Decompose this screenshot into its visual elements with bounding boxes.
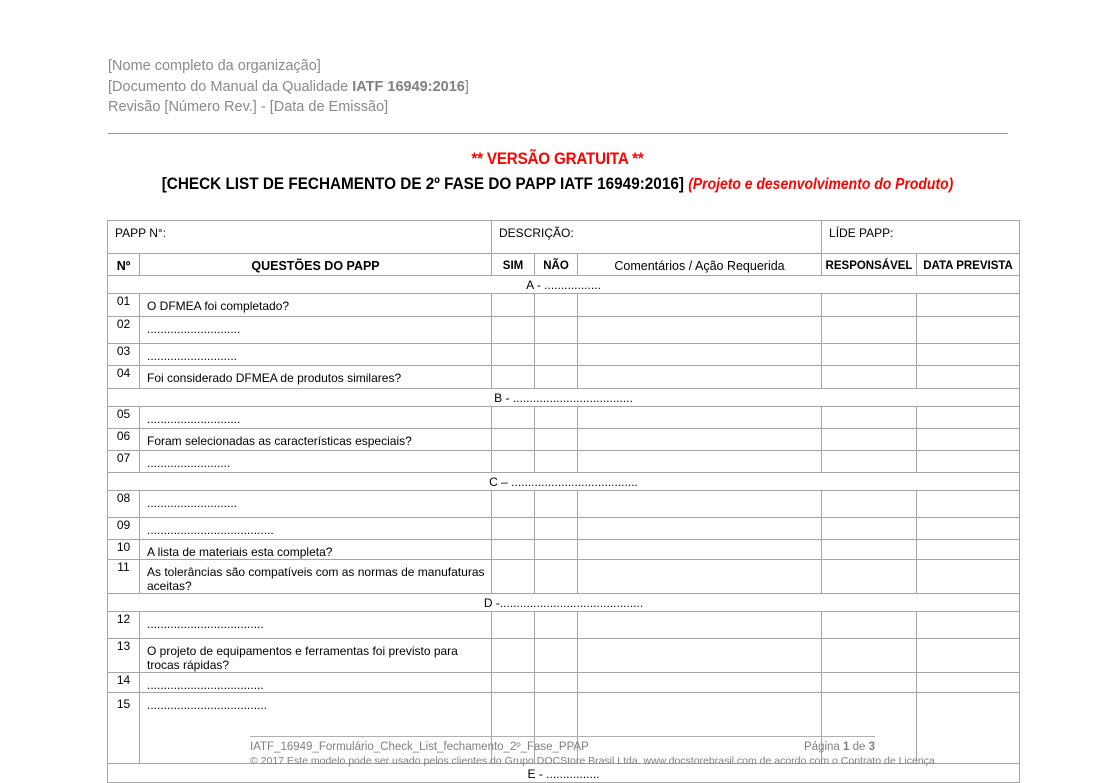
row-question: ................................... <box>140 612 492 639</box>
row-number: 01 <box>108 294 140 317</box>
table-row[interactable] <box>108 366 1020 389</box>
row-nao-cell[interactable] <box>535 317 578 344</box>
row-number: 11 <box>108 560 140 594</box>
header-document-standard: IATF 16949:2016 <box>352 78 465 95</box>
table-row[interactable] <box>108 429 1020 451</box>
row-number: 05 <box>108 407 140 429</box>
row-date-cell[interactable] <box>917 429 1020 451</box>
row-comments-cell[interactable] <box>578 451 822 473</box>
row-comments-cell[interactable] <box>578 344 822 366</box>
row-date-cell[interactable] <box>917 693 1020 764</box>
row-nao-cell[interactable] <box>535 639 578 673</box>
row-question: ......................... <box>140 451 492 473</box>
row-question: Foi considerado DFMEA de produtos similares? <box>140 366 492 389</box>
lide-papp-field[interactable] <box>822 221 1020 254</box>
row-comments-cell[interactable] <box>578 366 822 389</box>
row-date-cell[interactable] <box>917 366 1020 389</box>
row-sim-cell[interactable] <box>492 560 535 594</box>
row-comments-cell[interactable] <box>578 673 822 693</box>
column-header-date: DATA PREVISTA <box>917 254 1020 276</box>
row-date-cell[interactable] <box>917 407 1020 429</box>
table-row[interactable] <box>108 451 1020 473</box>
row-responsible-cell[interactable] <box>822 366 917 389</box>
row-question: ...................................... <box>140 518 492 540</box>
table-row[interactable] <box>108 407 1020 429</box>
title-block <box>0 150 1115 195</box>
row-sim-cell[interactable] <box>492 407 535 429</box>
row-sim-cell[interactable] <box>492 366 535 389</box>
row-number: 07 <box>108 451 140 473</box>
row-responsible-cell[interactable] <box>822 540 917 560</box>
table-column-header-row <box>108 254 1020 276</box>
footer-primary-line <box>250 741 875 753</box>
row-comments-cell[interactable] <box>578 560 822 594</box>
column-header-sim: SIM <box>492 254 535 276</box>
row-question: ........................... <box>140 491 492 518</box>
row-number: 03 <box>108 344 140 366</box>
row-comments-cell[interactable] <box>578 518 822 540</box>
row-nao-cell[interactable] <box>535 366 578 389</box>
row-date-cell[interactable] <box>917 540 1020 560</box>
row-number: 14 <box>108 673 140 693</box>
row-sim-cell[interactable] <box>492 294 535 317</box>
row-nao-cell[interactable] <box>535 540 578 560</box>
row-number: 10 <box>108 540 140 560</box>
row-question: O DFMEA foi completado? <box>140 294 492 317</box>
row-comments-cell[interactable] <box>578 639 822 673</box>
row-nao-cell[interactable] <box>535 451 578 473</box>
footer-page-current: 1 <box>843 741 850 753</box>
row-number: 02 <box>108 317 140 344</box>
row-sim-cell[interactable] <box>492 317 535 344</box>
free-version-banner: ** VERSÃO GRATUITA ** <box>471 150 644 168</box>
row-number: 06 <box>108 429 140 451</box>
section-divider-b <box>108 389 1020 407</box>
row-responsible-cell[interactable] <box>822 344 917 366</box>
row-responsible-cell[interactable] <box>822 560 917 594</box>
row-comments-cell[interactable] <box>578 407 822 429</box>
document-footer <box>250 736 935 767</box>
row-nao-cell[interactable] <box>535 612 578 639</box>
row-question: .................................... <box>140 693 492 764</box>
row-responsible-cell[interactable] <box>822 294 917 317</box>
row-sim-cell[interactable] <box>492 451 535 473</box>
row-date-cell[interactable] <box>917 294 1020 317</box>
row-question: As tolerâncias são compatíveis com as normas de manufaturas aceitas? <box>140 560 492 594</box>
row-question: Foram selecionadas as características especiais? <box>140 429 492 451</box>
page-subtitle-text: (Projeto e desenvolvimento do Produto) <box>688 176 954 193</box>
footer-page-indicator <box>804 741 875 753</box>
row-date-cell[interactable] <box>917 518 1020 540</box>
row-responsible-cell[interactable] <box>822 317 917 344</box>
table-row[interactable] <box>108 560 1020 594</box>
header-divider-rule <box>108 133 1008 134</box>
section-label-d: D -........................................... <box>108 594 1020 612</box>
header-revision-text: Revisão [Número Rev.] - [Data de Emissão] <box>108 99 389 115</box>
row-date-cell[interactable] <box>917 344 1020 366</box>
row-responsible-cell[interactable] <box>822 518 917 540</box>
header-organization-line <box>108 56 1008 77</box>
header-organization-text: [Nome completo da organização] <box>108 58 321 74</box>
row-nao-cell[interactable] <box>535 560 578 594</box>
row-number: 08 <box>108 491 140 518</box>
row-sim-cell[interactable] <box>492 429 535 451</box>
section-divider-d <box>108 594 1020 612</box>
row-responsible-cell[interactable] <box>822 451 917 473</box>
row-date-cell[interactable] <box>917 560 1020 594</box>
row-number: 04 <box>108 366 140 389</box>
row-sim-cell[interactable] <box>492 518 535 540</box>
header-document-line <box>108 77 1008 98</box>
row-nao-cell[interactable] <box>535 429 578 451</box>
row-sim-cell[interactable] <box>492 344 535 366</box>
footer-document-code: IATF_16949_Formulário_Check_List_fechamento_2º_Fase_PPAP <box>250 741 589 753</box>
footer-page-mid: de <box>849 741 869 753</box>
table-row[interactable] <box>108 540 1020 560</box>
row-question: ............................ <box>140 407 492 429</box>
table-row[interactable] <box>108 639 1020 673</box>
column-header-questions: QUESTÕES DO PAPP <box>140 254 492 276</box>
column-header-comments: Comentários / Ação Requerida <box>578 254 822 276</box>
row-number: 15 <box>108 693 140 764</box>
header-document-suffix: ] <box>464 78 469 95</box>
descricao-field[interactable] <box>492 221 822 254</box>
row-sim-cell[interactable] <box>492 491 535 518</box>
section-divider-c <box>108 473 1020 491</box>
section-label-b: B - .................................... <box>108 389 1020 407</box>
row-nao-cell[interactable] <box>535 344 578 366</box>
row-comments-cell[interactable] <box>578 429 822 451</box>
descricao-label: DESCRIÇÃO: <box>499 226 574 240</box>
table-row[interactable] <box>108 317 1020 344</box>
section-label-e: E - ................ <box>108 764 1020 783</box>
row-comments-cell[interactable] <box>578 540 822 560</box>
row-responsible-cell[interactable] <box>822 491 917 518</box>
row-sim-cell[interactable] <box>492 673 535 693</box>
table-row[interactable] <box>108 294 1020 317</box>
row-responsible-cell[interactable] <box>822 639 917 673</box>
table-row[interactable] <box>108 612 1020 639</box>
row-date-cell[interactable] <box>917 317 1020 344</box>
row-nao-cell[interactable] <box>535 294 578 317</box>
row-nao-cell[interactable] <box>535 673 578 693</box>
row-question: A lista de materiais esta completa? <box>140 540 492 560</box>
row-sim-cell[interactable] <box>492 612 535 639</box>
footer-page-prefix: Página <box>803 741 843 753</box>
table-row[interactable] <box>108 673 1020 693</box>
row-comments-cell[interactable] <box>578 317 822 344</box>
row-nao-cell[interactable] <box>535 518 578 540</box>
row-date-cell[interactable] <box>917 673 1020 693</box>
page-title-text: [CHECK LIST DE FECHAMENTO DE 2º FASE DO PAPP IATF 16949:2016] <box>161 174 684 193</box>
row-question: ........................... <box>140 344 492 366</box>
table-meta-row <box>108 221 1020 254</box>
row-responsible-cell[interactable] <box>822 407 917 429</box>
footer-page-total: 3 <box>868 741 875 753</box>
row-question: O projeto de equipamentos e ferramentas foi previsto para trocas rápidas? <box>140 639 492 673</box>
row-responsible-cell[interactable] <box>822 429 917 451</box>
row-nao-cell[interactable] <box>535 407 578 429</box>
papp-checklist-table <box>107 220 1020 783</box>
row-responsible-cell[interactable] <box>822 673 917 693</box>
row-number: 12 <box>108 612 140 639</box>
row-comments-cell[interactable] <box>578 491 822 518</box>
document-header <box>108 56 1008 118</box>
column-header-number: Nº <box>108 254 140 276</box>
row-question: ................................... <box>140 673 492 693</box>
table-row[interactable] <box>108 518 1020 540</box>
row-date-cell[interactable] <box>917 639 1020 673</box>
section-label-a: A - ................. <box>108 276 1020 294</box>
header-document-prefix: [Documento do Manual da Qualidade <box>108 78 353 95</box>
row-question: ............................ <box>140 317 492 344</box>
table-row[interactable] <box>108 491 1020 518</box>
row-date-cell[interactable] <box>917 612 1020 639</box>
section-label-c: C – ...................................... <box>108 473 1020 491</box>
header-revision-line <box>108 97 1008 118</box>
row-number: 13 <box>108 639 140 673</box>
table-row[interactable] <box>108 344 1020 366</box>
papp-number-label: PAPP N°: <box>115 226 167 240</box>
lide-papp-label: LÍDE PAPP: <box>829 226 894 240</box>
row-comments-cell[interactable] <box>578 612 822 639</box>
row-responsible-cell[interactable] <box>822 612 917 639</box>
row-nao-cell[interactable] <box>535 491 578 518</box>
row-date-cell[interactable] <box>917 451 1020 473</box>
footer-divider-rule <box>250 736 875 737</box>
section-divider-a <box>108 276 1020 294</box>
row-sim-cell[interactable] <box>492 540 535 560</box>
page-title <box>56 174 1060 195</box>
row-comments-cell[interactable] <box>578 294 822 317</box>
papp-number-field[interactable] <box>108 221 492 254</box>
row-number: 09 <box>108 518 140 540</box>
footer-copyright: © 2017 Este modelo pode ser usado pelos clientes do Grupo DOCStore Brasil Ltda. www.docstorebrasil.com de acordo com o Contrato de Licença <box>250 755 935 767</box>
row-sim-cell[interactable] <box>492 639 535 673</box>
row-date-cell[interactable] <box>917 491 1020 518</box>
column-header-responsible: RESPONSÁVEL <box>822 254 917 276</box>
column-header-nao: NÃO <box>535 254 578 276</box>
